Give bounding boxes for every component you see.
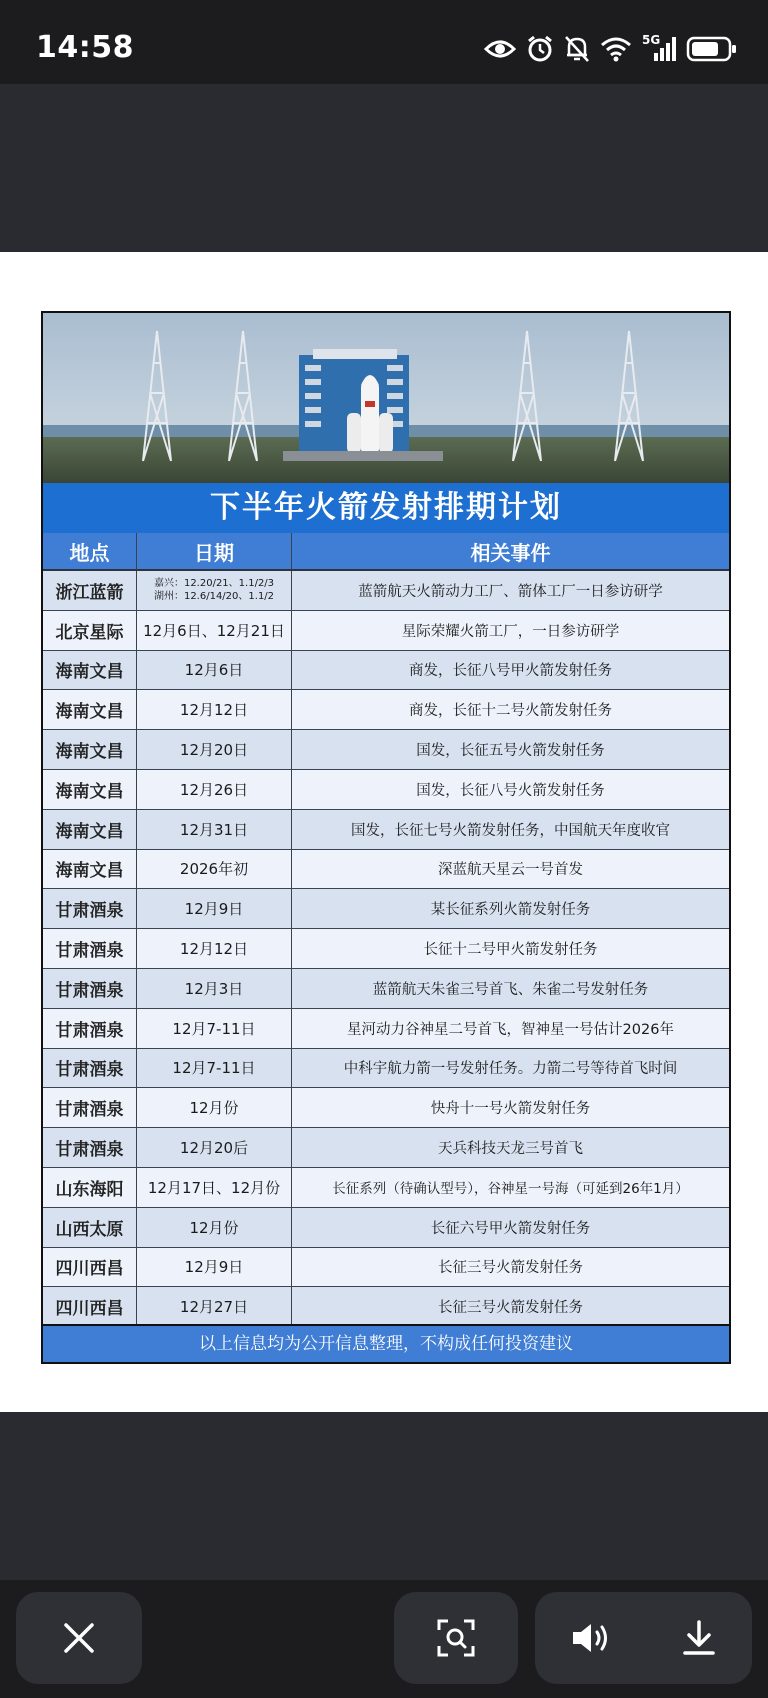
table-row: [43, 1049, 729, 1089]
row-date: 12月6日: [137, 651, 292, 690]
row-event: 国发，长征七号火箭发射任务，中国航天年度收官: [351, 822, 670, 839]
cellular-signal-icon: [642, 35, 676, 63]
status-bar: [0, 0, 768, 84]
table-row: [43, 1208, 729, 1248]
table-row: [43, 810, 729, 850]
download-icon[interactable]: [681, 1619, 717, 1657]
row-date: 12月9日: [137, 1248, 292, 1287]
header-place: 地点: [43, 533, 137, 569]
table-row: [43, 929, 729, 969]
row-date: 12月3日: [137, 969, 292, 1008]
status-time: 14:58: [36, 30, 134, 65]
row-place: 甘肃酒泉: [43, 929, 137, 968]
row-place: 海南文昌: [43, 730, 137, 769]
row-place: 四川西昌: [43, 1248, 137, 1287]
row-date: 12月12日: [137, 929, 292, 968]
row-place: 甘肃酒泉: [43, 1009, 137, 1048]
row-event: 蓝箭航天火箭动力工厂、箭体工厂一日参访研学: [358, 583, 663, 600]
bell-muted-icon: [564, 35, 590, 63]
row-event: 长征系列（待确认型号），谷神星一号海（可延到26年1月）: [332, 1181, 689, 1198]
row-date: 12月9日: [137, 889, 292, 928]
table-row: [43, 770, 729, 810]
row-event: 星河动力谷神星二号首飞，智神星一号估计2026年: [347, 1021, 674, 1038]
row-event: 星际荣耀火箭工厂，一日参访研学: [401, 623, 620, 640]
header-event: 相关事件: [470, 540, 551, 565]
eye-icon: [484, 38, 516, 60]
row-date-line: 湖州：12.6/14/20、1.1/2: [153, 591, 275, 603]
table-row: [43, 1287, 729, 1327]
row-place: 山东海阳: [43, 1168, 137, 1207]
row-date: 12月17日、12月份: [137, 1168, 292, 1207]
bottom-action-bar: [0, 1580, 768, 1698]
table-row: [43, 651, 729, 691]
row-event: 国发，长征五号火箭发射任务: [416, 743, 605, 760]
row-place: 北京星际: [43, 611, 137, 650]
row-date: 12月7-11日: [137, 1009, 292, 1048]
row-place: 海南文昌: [43, 651, 137, 690]
row-event: 某长征系列火箭发射任务: [430, 902, 591, 919]
launch-site-photo: [43, 313, 729, 483]
row-event: 长征十二号甲火箭发射任务: [423, 942, 598, 959]
row-date: 12月份: [137, 1088, 292, 1127]
poster-disclaimer: 以上信息均为公开信息整理，不构成任何投资建议: [43, 1324, 729, 1362]
table-row: [43, 969, 729, 1009]
row-date: [137, 571, 292, 610]
row-place: 海南文昌: [43, 850, 137, 889]
row-date: 12月12日: [137, 690, 292, 729]
poster: [41, 311, 731, 1364]
schedule-table: [43, 533, 729, 1327]
table-row: [43, 1248, 729, 1288]
table-header-row: [43, 533, 729, 571]
table-row: [43, 571, 729, 611]
row-event: 长征六号甲火箭发射任务: [430, 1220, 591, 1237]
row-place: 四川西昌: [43, 1287, 137, 1326]
row-place: 海南文昌: [43, 770, 137, 809]
row-date: 12月27日: [137, 1287, 292, 1326]
row-place: 甘肃酒泉: [43, 1128, 137, 1167]
table-row: [43, 1009, 729, 1049]
image-viewer[interactable]: [0, 252, 768, 1412]
scan-icon: [436, 1618, 476, 1658]
row-date: 12月7-11日: [137, 1049, 292, 1088]
row-place: 海南文昌: [43, 690, 137, 729]
row-event: 长征三号火箭发射任务: [438, 1260, 583, 1277]
status-icons: [484, 34, 738, 64]
row-date: 2026年初: [137, 850, 292, 889]
row-event: 国发，长征八号火箭发射任务: [416, 782, 605, 799]
table-row: [43, 1168, 729, 1208]
row-event: 中科宇航力箭一号发射任务。力箭二号等待首飞时间: [343, 1061, 678, 1078]
table-row: [43, 730, 729, 770]
row-event: 深蓝航天星云一号首发: [438, 862, 583, 879]
table-row: [43, 1128, 729, 1168]
row-date: 12月31日: [137, 810, 292, 849]
row-place: 甘肃酒泉: [43, 1088, 137, 1127]
row-event: 商发，长征八号甲火箭发射任务: [409, 663, 612, 680]
alarm-icon: [526, 35, 554, 63]
battery-icon: [686, 36, 738, 62]
table-row: [43, 1088, 729, 1128]
wifi-icon: [600, 36, 632, 62]
row-event: 长征三号火箭发射任务: [438, 1300, 583, 1317]
row-place: 海南文昌: [43, 810, 137, 849]
viewer-background-top: [0, 84, 768, 252]
table-row: [43, 850, 729, 890]
network-label: 5G: [642, 33, 661, 47]
table-row: [43, 690, 729, 730]
table-row: [43, 889, 729, 929]
close-icon: [62, 1621, 96, 1655]
row-place: 甘肃酒泉: [43, 889, 137, 928]
scan-button[interactable]: [394, 1592, 518, 1684]
row-date: 12月20日: [137, 730, 292, 769]
close-button[interactable]: [16, 1592, 142, 1684]
row-date: 12月20后: [137, 1128, 292, 1167]
row-event: 蓝箭航天朱雀三号首飞、朱雀二号发射任务: [372, 981, 649, 998]
row-event: 商发，长征十二号火箭发射任务: [409, 703, 612, 720]
row-date-line: 嘉兴：12.20/21、1.1/2/3: [153, 578, 275, 590]
row-event: 天兵科技天龙三号首飞: [438, 1141, 583, 1158]
media-actions-group: [535, 1592, 752, 1684]
viewer-background-bottom: [0, 1412, 768, 1580]
row-event: 快舟十一号火箭发射任务: [430, 1101, 591, 1118]
row-place: 山西太原: [43, 1208, 137, 1247]
header-date: 日期: [137, 533, 292, 569]
row-place: 浙江蓝箭: [43, 571, 137, 610]
row-date: 12月6日、12月21日: [137, 611, 292, 650]
poster-title: 下半年火箭发射排期计划: [43, 483, 729, 533]
row-place: 甘肃酒泉: [43, 969, 137, 1008]
speaker-icon[interactable]: [570, 1620, 612, 1656]
row-date: 12月份: [137, 1208, 292, 1247]
row-place: 甘肃酒泉: [43, 1049, 137, 1088]
table-row: [43, 611, 729, 651]
row-date: 12月26日: [137, 770, 292, 809]
